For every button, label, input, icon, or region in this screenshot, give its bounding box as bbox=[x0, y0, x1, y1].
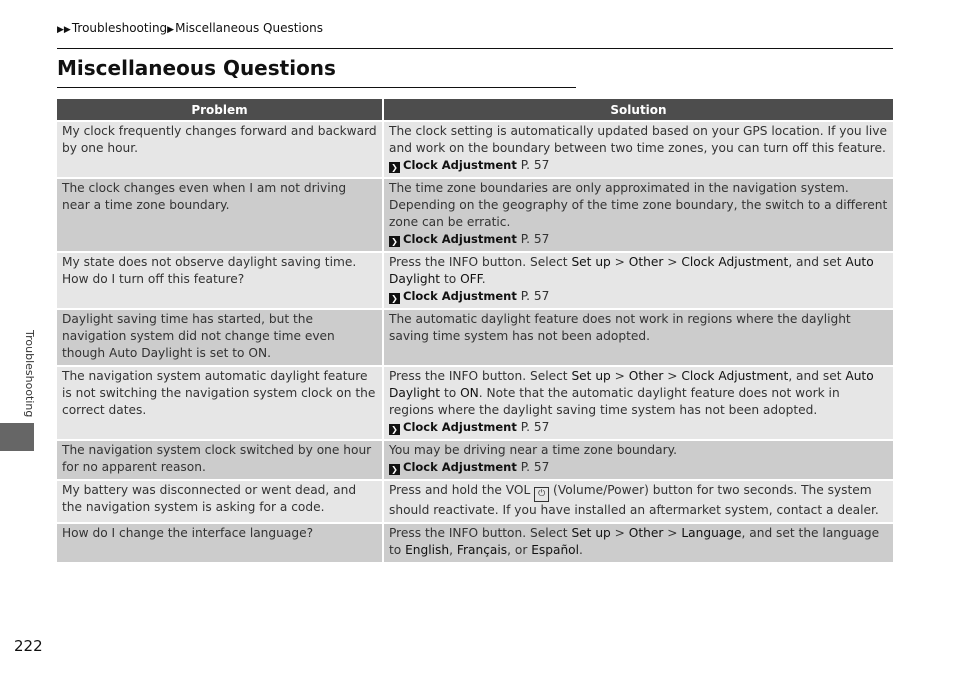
reference-arrow-icon: ❯ bbox=[389, 162, 400, 173]
side-tab-label: Troubleshooting bbox=[23, 330, 36, 418]
solution-cell bbox=[384, 253, 893, 310]
page-title: Miscellaneous Questions bbox=[57, 56, 336, 80]
reference-arrow-icon: ❯ bbox=[389, 293, 400, 304]
solution-cell: The automatic daylight feature does not work in regions where the daylight saving time system has not been adopted. bbox=[384, 310, 893, 367]
table-row bbox=[57, 367, 893, 441]
table-header-row bbox=[57, 99, 893, 122]
table-row bbox=[57, 524, 893, 564]
cross-reference-link[interactable]: ❯ Clock Adjustment P. 57 bbox=[389, 420, 549, 434]
title-underline bbox=[57, 87, 576, 88]
column-header-solution: Solution bbox=[384, 99, 893, 122]
solution-cell: Press the INFO button. Select Set up > Other > Language, and set the language to English, Français, or Español. bbox=[384, 524, 893, 564]
side-tab[interactable] bbox=[0, 423, 34, 451]
breadcrumb-page: Miscellaneous Questions bbox=[175, 21, 323, 35]
solution-cell bbox=[384, 367, 893, 441]
breadcrumb-section[interactable]: Troubleshooting bbox=[71, 21, 168, 35]
reference-arrow-icon: ❯ bbox=[389, 236, 400, 247]
table-row bbox=[57, 310, 893, 367]
table-row bbox=[57, 481, 893, 524]
breadcrumb-separator-icon: ▶ bbox=[167, 25, 175, 35]
solution-text: You may be driving near a time zone boundary. bbox=[389, 443, 677, 457]
top-divider bbox=[57, 48, 893, 49]
breadcrumb-arrow-icon: ▶▶ bbox=[57, 25, 71, 35]
solution-cell bbox=[384, 122, 893, 179]
power-icon: ⏻ bbox=[534, 487, 549, 502]
problem-cell: My battery was disconnected or went dead, and the navigation system is asking for a code. bbox=[57, 481, 384, 524]
problem-cell: My clock frequently changes forward and backward by one hour. bbox=[57, 122, 384, 179]
problem-cell: Daylight saving time has started, but the navigation system did not change time even though Auto Daylight is set to ON. bbox=[57, 310, 384, 367]
reference-arrow-icon: ❯ bbox=[389, 464, 400, 475]
table-row bbox=[57, 179, 893, 253]
problem-cell: My state does not observe daylight saving time. How do I turn off this feature? bbox=[57, 253, 384, 310]
solution-text: Press the INFO button. Select Set up > Other > Clock Adjustment, and set Auto Daylight to ON. Note that the automatic daylight feature does not work in regions where the daylight saving time system has not been adopted. bbox=[389, 369, 874, 417]
page-number: 222 bbox=[14, 637, 43, 655]
problem-cell: The clock changes even when I am not driving near a time zone boundary. bbox=[57, 179, 384, 253]
solution-text: The clock setting is automatically updated based on your GPS location. If you live and work on the boundary between two time zones, you can turn off this feature. bbox=[389, 124, 887, 155]
cross-reference-link[interactable]: ❯ Clock Adjustment P. 57 bbox=[389, 158, 549, 172]
problem-cell: The navigation system clock switched by one hour for no apparent reason. bbox=[57, 441, 384, 481]
breadcrumb bbox=[57, 21, 323, 38]
problem-cell: How do I change the interface language? bbox=[57, 524, 384, 564]
solution-cell bbox=[384, 179, 893, 253]
solution-text: The time zone boundaries are only approximated in the navigation system. Depending on the geography of the time zone boundary, the switch to a different zone can be erratic. bbox=[389, 181, 888, 229]
solution-text: Press the INFO button. Select Set up > Other > Clock Adjustment, and set Auto Daylight to OFF. bbox=[389, 255, 874, 286]
table-row bbox=[57, 441, 893, 481]
solution-cell bbox=[384, 441, 893, 481]
cross-reference-link[interactable]: ❯ Clock Adjustment P. 57 bbox=[389, 460, 549, 474]
table-row bbox=[57, 253, 893, 310]
cross-reference-link[interactable]: ❯ Clock Adjustment P. 57 bbox=[389, 232, 549, 246]
problem-cell: The navigation system automatic daylight feature is not switching the navigation system clock on the correct dates. bbox=[57, 367, 384, 441]
column-header-problem: Problem bbox=[57, 99, 384, 122]
table-row bbox=[57, 122, 893, 179]
reference-arrow-icon: ❯ bbox=[389, 424, 400, 435]
cross-reference-link[interactable]: ❯ Clock Adjustment P. 57 bbox=[389, 289, 549, 303]
faq-table bbox=[57, 99, 893, 564]
solution-cell: Press and hold the VOL ⏻ (Volume/Power) button for two seconds. The system should reactivate. If you have installed an aftermarket system, contact a dealer. bbox=[384, 481, 893, 524]
